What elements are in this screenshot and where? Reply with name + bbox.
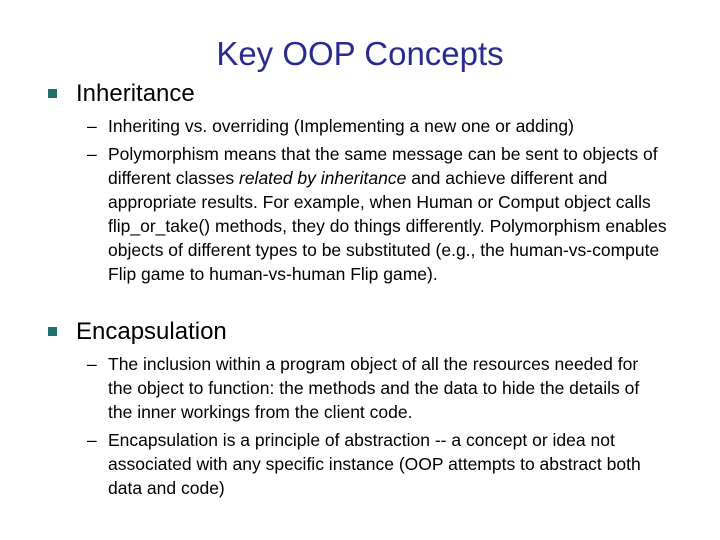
emphasis-text: related by inheritance: [239, 168, 407, 188]
sub-item: [87, 142, 667, 286]
sub-item: [87, 352, 667, 424]
dash-marker: –: [87, 430, 97, 450]
sub-item: [87, 428, 667, 500]
slide-title: Key OOP Concepts: [216, 35, 504, 72]
dash-marker: –: [87, 116, 97, 136]
sub-item: [87, 114, 667, 138]
square-bullet-icon: [48, 327, 57, 336]
sub-item-text: Encapsulation is a principle of abstraction -- a concept or idea not associated with any specific instance (OOP attempts to abstract both data and code): [108, 430, 641, 498]
sub-item-text: [108, 142, 667, 286]
sub-item-text: Inheriting vs. overriding (Implementing a new one or adding): [108, 116, 574, 136]
dash-marker: –: [87, 354, 97, 374]
sub-item-text: The inclusion within a program object of all the resources needed for the object to function: the methods and the data to hide the details of the inner workings from the client code.: [108, 354, 640, 422]
bullet-label: Encapsulation: [76, 318, 227, 345]
text-part: and achieve different and appropriate results. For example, when Human or Comput object calls flip_or_take() methods, they do things differently. Polymorphism enables objects of different types to be substituted (e.g., the human-vs-compute Flip game to human-vs-human Flip game).: [108, 168, 667, 284]
dash-marker: –: [87, 144, 97, 164]
text-part: Polymorphism means that the same message can be sent to objects of different classes: [108, 144, 658, 188]
bullet-label: Inheritance: [76, 80, 195, 107]
square-bullet-icon: [48, 89, 57, 98]
